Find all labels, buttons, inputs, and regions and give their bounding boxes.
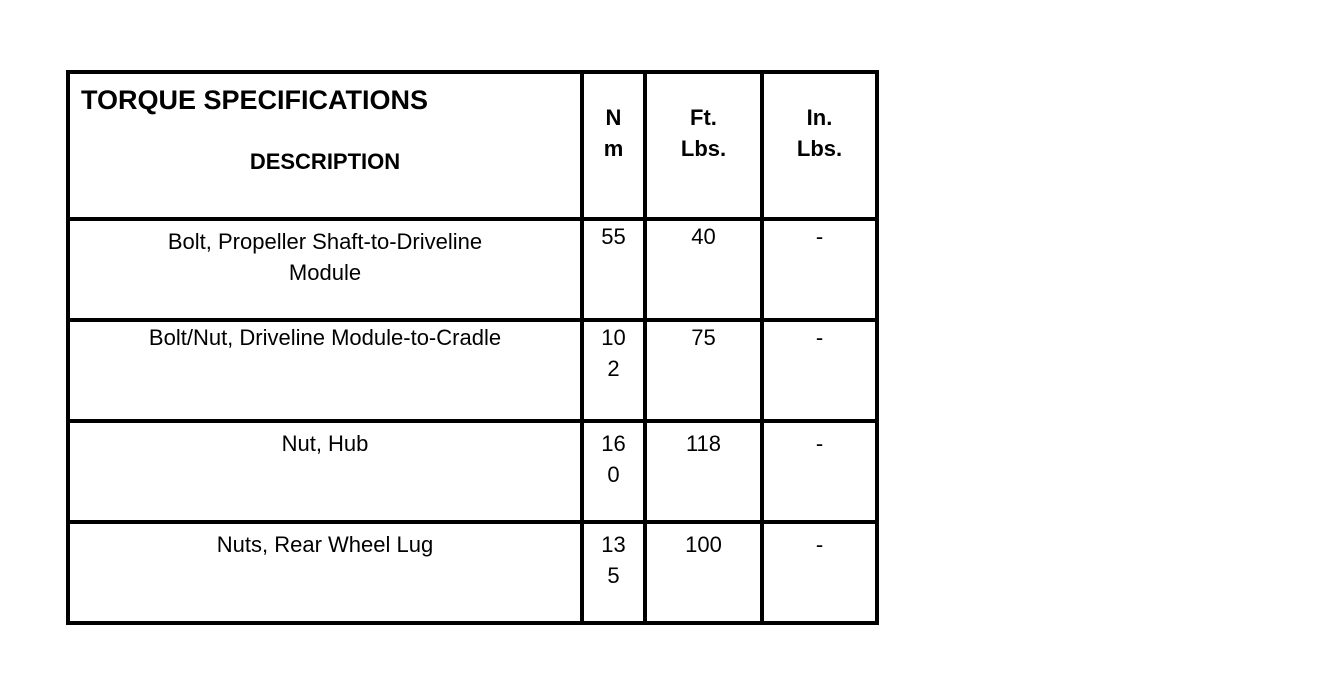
in-lbs-cell bbox=[762, 421, 877, 522]
ft-lbs-cell bbox=[645, 320, 762, 421]
description-cell bbox=[68, 219, 582, 320]
header-in-lbs-cell bbox=[762, 72, 877, 219]
header-row bbox=[68, 72, 877, 219]
row-description: Bolt, Propeller Shaft-to-Driveline Module bbox=[167, 229, 483, 285]
nm-cell bbox=[582, 421, 645, 522]
row-nm: 13 5 bbox=[601, 532, 626, 588]
header-nm-cell bbox=[582, 72, 645, 219]
ft-lbs-cell bbox=[645, 219, 762, 320]
table-row bbox=[68, 320, 877, 421]
table-row bbox=[68, 522, 877, 623]
column-header-in-lbs: In. Lbs. bbox=[796, 105, 843, 161]
row-description: Bolt/Nut, Driveline Module-to-Cradle bbox=[148, 325, 502, 350]
row-in-lbs: - bbox=[815, 224, 824, 249]
nm-cell bbox=[582, 219, 645, 320]
in-lbs-cell bbox=[762, 522, 877, 623]
row-in-lbs: - bbox=[815, 532, 824, 557]
table-row bbox=[68, 219, 877, 320]
header-description-cell bbox=[68, 72, 582, 219]
row-description: Nut, Hub bbox=[281, 431, 369, 456]
description-cell bbox=[68, 522, 582, 623]
in-lbs-cell bbox=[762, 320, 877, 421]
row-ft-lbs: 100 bbox=[685, 532, 722, 557]
description-cell bbox=[68, 320, 582, 421]
table-row bbox=[68, 421, 877, 522]
table-title: TORQUE SPECIFICATIONS bbox=[81, 85, 429, 115]
row-ft-lbs: 40 bbox=[691, 224, 716, 249]
row-ft-lbs: 75 bbox=[691, 325, 716, 350]
row-nm: 10 2 bbox=[601, 325, 626, 381]
column-header-description: DESCRIPTION bbox=[249, 149, 401, 174]
row-ft-lbs: 118 bbox=[685, 431, 722, 456]
row-in-lbs: - bbox=[815, 431, 824, 456]
column-header-nm: N m bbox=[603, 105, 624, 161]
row-description: Nuts, Rear Wheel Lug bbox=[216, 532, 434, 557]
row-nm: 55 bbox=[601, 224, 626, 249]
column-header-ft-lbs: Ft. Lbs. bbox=[680, 105, 727, 161]
ft-lbs-cell bbox=[645, 522, 762, 623]
in-lbs-cell bbox=[762, 219, 877, 320]
ft-lbs-cell bbox=[645, 421, 762, 522]
nm-cell bbox=[582, 320, 645, 421]
row-in-lbs: - bbox=[815, 325, 824, 350]
torque-specifications-table bbox=[66, 70, 879, 625]
row-nm: 16 0 bbox=[601, 431, 626, 487]
nm-cell bbox=[582, 522, 645, 623]
description-cell bbox=[68, 421, 582, 522]
header-ft-lbs-cell bbox=[645, 72, 762, 219]
